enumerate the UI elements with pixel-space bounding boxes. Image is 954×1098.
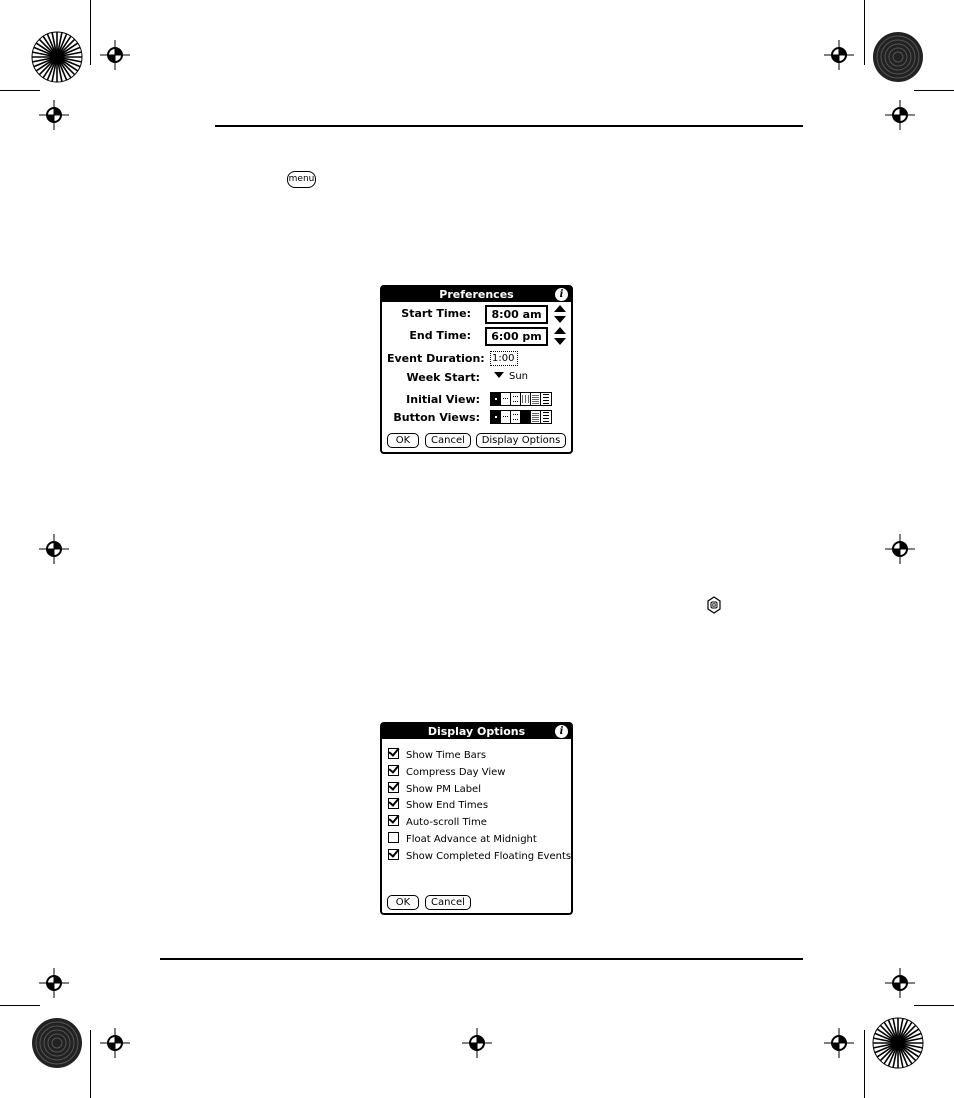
- view-option-day[interactable]: [491, 411, 501, 423]
- display-options-dialog: [380, 722, 573, 915]
- info-icon[interactable]: i: [555, 725, 568, 738]
- registration-mark-icon: [39, 100, 69, 130]
- option-compress-day-view[interactable]: [388, 765, 506, 779]
- initial-view-selector[interactable]: [490, 392, 552, 406]
- crop-mark: [90, 0, 91, 65]
- end-time-selector[interactable]: 6:00 pm: [485, 327, 548, 346]
- view-option-month[interactable]: [521, 411, 531, 423]
- view-option-year[interactable]: [531, 393, 541, 405]
- option-show-time-bars[interactable]: [388, 748, 486, 762]
- button-views-label: Button Views:: [393, 411, 480, 424]
- start-time-label: Start Time:: [401, 307, 471, 320]
- starburst-icon: [872, 1017, 924, 1069]
- button-views-selector[interactable]: [490, 410, 552, 424]
- ok-button[interactable]: OK: [387, 895, 419, 910]
- option-show-end-times[interactable]: [388, 798, 488, 812]
- view-option-week[interactable]: [501, 393, 511, 405]
- registration-mark-icon: [100, 40, 130, 70]
- option-label: Show Time Bars: [406, 750, 487, 761]
- view-option-agenda[interactable]: [541, 411, 551, 423]
- option-label: Show End Times: [406, 800, 489, 811]
- display-options-button[interactable]: Display Options: [476, 433, 566, 448]
- checkbox-icon[interactable]: [388, 849, 399, 860]
- dialog-title-bar: [382, 287, 571, 302]
- end-time-label: End Time:: [409, 329, 471, 342]
- view-option-week-text[interactable]: [511, 393, 521, 405]
- week-start-dropdown[interactable]: [494, 371, 528, 382]
- option-label: Show Completed Floating Events: [406, 851, 572, 862]
- concentric-mark-icon: [872, 31, 924, 83]
- registration-mark-icon: [39, 534, 69, 564]
- checkbox-icon[interactable]: [388, 798, 399, 809]
- starburst-icon: [31, 31, 83, 83]
- initial-view-label: Initial View:: [406, 393, 480, 406]
- option-float-advance-at-midnight[interactable]: [388, 832, 537, 846]
- checkbox-icon[interactable]: [388, 832, 399, 843]
- dialog-title: Preferences: [439, 288, 514, 301]
- preferences-dialog: [380, 285, 573, 454]
- checkbox-icon[interactable]: [388, 748, 399, 759]
- event-duration-selector[interactable]: 1:00: [490, 351, 518, 366]
- home-button-icon: [705, 596, 723, 614]
- registration-mark-icon: [100, 1028, 130, 1058]
- dialog-title-bar: [382, 724, 571, 739]
- week-start-value: Sun: [509, 371, 529, 382]
- dropdown-triangle-icon: [494, 372, 504, 378]
- ok-button[interactable]: OK: [387, 433, 419, 448]
- option-label: Show PM Label: [406, 784, 481, 795]
- dialog-title: Display Options: [427, 725, 526, 738]
- crop-mark: [864, 1030, 865, 1098]
- option-label: Compress Day View: [406, 767, 506, 778]
- cancel-button[interactable]: Cancel: [425, 433, 471, 448]
- registration-mark-icon: [885, 100, 915, 130]
- option-auto-scroll-time[interactable]: [388, 815, 487, 829]
- registration-mark-icon: [885, 534, 915, 564]
- checkbox-icon[interactable]: [388, 815, 399, 826]
- crop-mark: [914, 1005, 954, 1006]
- info-icon[interactable]: i: [555, 288, 568, 301]
- view-option-year[interactable]: [531, 411, 541, 423]
- registration-mark-icon: [824, 40, 854, 70]
- event-duration-label: Event Duration:: [387, 352, 485, 365]
- registration-mark-icon: [885, 968, 915, 998]
- crop-mark: [0, 90, 40, 91]
- registration-mark-icon: [462, 1028, 492, 1058]
- view-option-week[interactable]: [501, 411, 511, 423]
- option-label: Auto-scroll Time: [406, 817, 487, 828]
- footer-rule: [160, 958, 803, 960]
- concentric-mark-icon: [31, 1017, 83, 1069]
- view-option-month[interactable]: [521, 393, 531, 405]
- header-rule: [215, 125, 803, 127]
- registration-mark-icon: [824, 1028, 854, 1058]
- menu-button-icon: menu: [287, 171, 316, 188]
- option-show-pm-label[interactable]: [388, 782, 481, 796]
- option-show-completed-floating-events[interactable]: [388, 849, 571, 863]
- view-option-day[interactable]: [491, 393, 501, 405]
- view-option-week-text[interactable]: [511, 411, 521, 423]
- crop-mark: [0, 1005, 40, 1006]
- cancel-button[interactable]: Cancel: [425, 895, 471, 910]
- checkbox-icon[interactable]: [388, 765, 399, 776]
- option-label: Float Advance at Midnight: [406, 834, 537, 845]
- registration-mark-icon: [39, 968, 69, 998]
- crop-mark: [90, 1030, 91, 1098]
- view-option-agenda[interactable]: [541, 393, 551, 405]
- week-start-label: Week Start:: [406, 371, 480, 384]
- start-time-selector[interactable]: 8:00 am: [485, 305, 548, 324]
- crop-mark: [914, 90, 954, 91]
- crop-mark: [864, 0, 865, 65]
- checkbox-icon[interactable]: [388, 782, 399, 793]
- start-time-scroll-arrows-icon[interactable]: [553, 304, 567, 324]
- end-time-scroll-arrows-icon[interactable]: [553, 326, 567, 346]
